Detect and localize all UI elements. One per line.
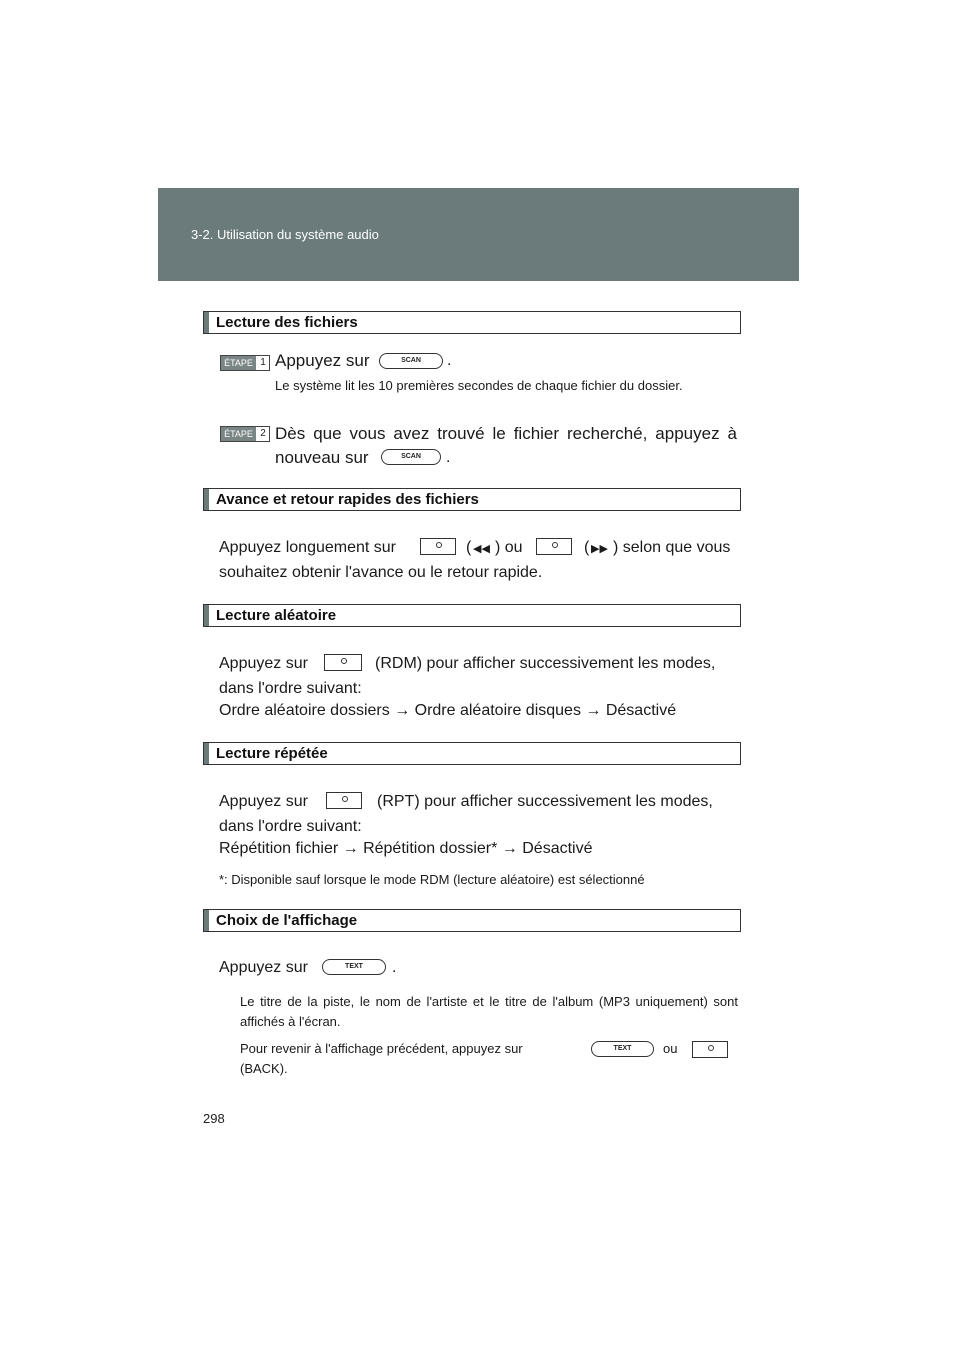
section-header-choix-affichage: [203, 909, 741, 932]
section-title: Lecture répétée: [216, 745, 328, 762]
text-button-icon: TEXT: [591, 1041, 654, 1057]
fast-forward-icon: ▶▶: [591, 543, 608, 555]
section-title: Choix de l'affichage: [216, 912, 358, 929]
footnote: *: Disponible sauf lorsque le mode RDM (lecture aléatoire) est sélectionné: [219, 872, 645, 887]
section-header-lecture-fichiers: [203, 311, 741, 334]
rpt-button-icon: [326, 792, 362, 809]
step-1-text: Appuyez sur: [275, 351, 370, 370]
display-note: Le titre de la piste, le nom de l'artiste et le titre de l'album (MP3 uniquement) sont affichés à l'écran.: [240, 994, 738, 1029]
step-1-note: Le système lit les 10 premières secondes de chaque fichier du dossier.: [275, 378, 683, 393]
track-button-icon: [536, 538, 572, 555]
section-title: Lecture des fichiers: [216, 314, 358, 331]
scan-button-icon: SCAN: [381, 449, 441, 465]
step-2-badge: ÉTAPE 2: [220, 426, 270, 442]
chapter-title: 3-2. Utilisation du système audio: [191, 227, 379, 242]
back-button-icon: [692, 1041, 728, 1058]
section-title: Lecture aléatoire: [216, 607, 337, 624]
section-header-avance-retour: [203, 488, 741, 511]
page-number: 298: [203, 1111, 225, 1126]
text-button-icon: TEXT: [322, 959, 386, 975]
scan-button-icon: SCAN: [379, 353, 443, 369]
section-title: Avance et retour rapides des fichiers: [216, 491, 479, 508]
section-header-lecture-aleatoire: [203, 604, 741, 627]
step-1-badge: ÉTAPE 1: [220, 355, 270, 371]
chapter-header: [158, 188, 799, 281]
seek-button-icon: [420, 538, 456, 555]
step-2-text: Dès que vous avez trouvé le fichier recherché, appuyez à: [275, 424, 737, 443]
rewind-icon: ◀◀: [473, 543, 490, 555]
section-header-lecture-repetee: [203, 742, 741, 765]
rdm-button-icon: [324, 654, 362, 671]
